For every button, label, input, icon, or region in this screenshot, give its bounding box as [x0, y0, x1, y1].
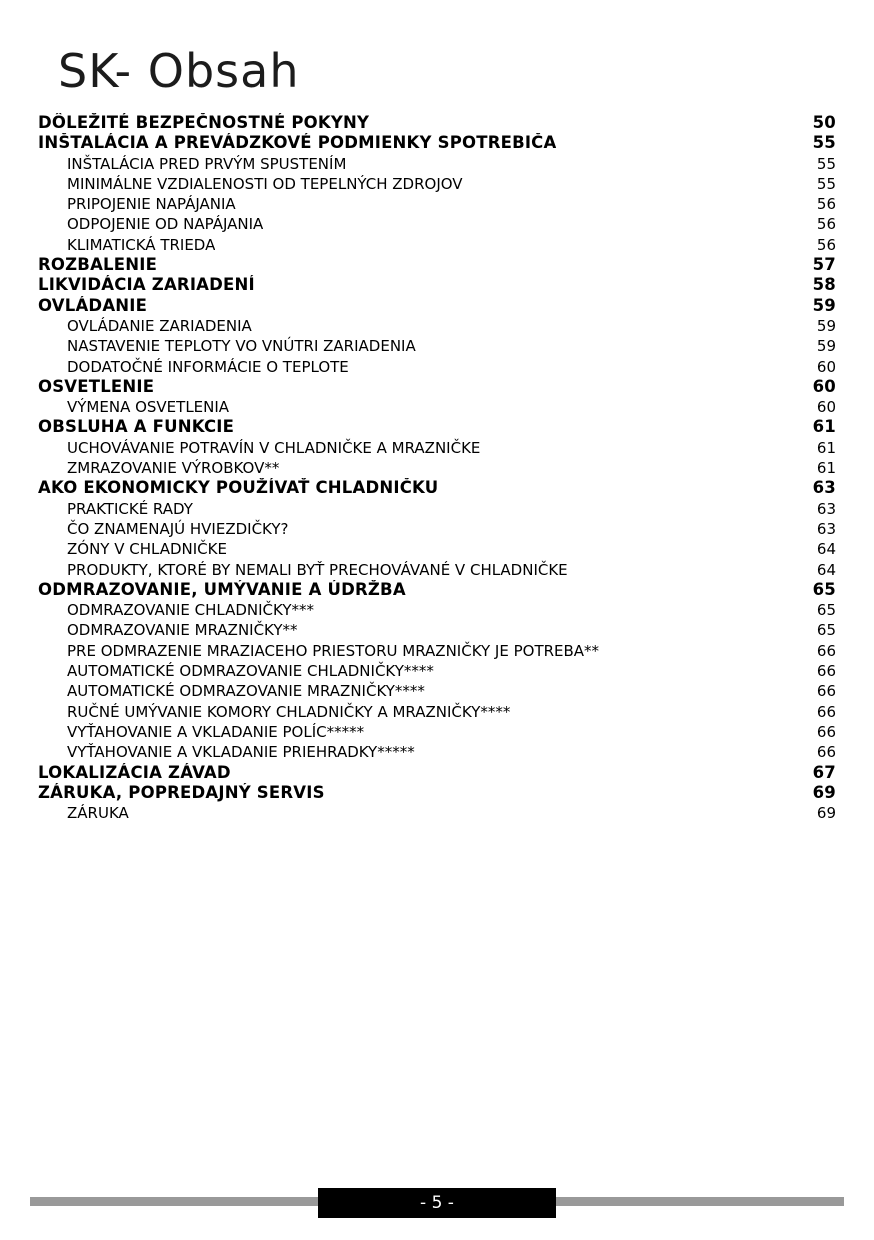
toc-row: [38, 600, 836, 620]
toc-entry-page: 55: [816, 174, 836, 193]
toc-entry-label: ZÁRUKA: [67, 804, 129, 823]
toc-entry-label: OVLÁDANIE: [38, 295, 148, 315]
toc-row: [38, 417, 836, 437]
toc-row: [38, 336, 836, 356]
toc-entry-page: 61: [812, 417, 836, 437]
toc-row: [38, 174, 836, 194]
toc-row: [38, 377, 836, 397]
toc-row: [38, 681, 836, 701]
toc-entry-label: INŠTALÁCIA PRED PRVÝM SPUSTENÍM: [67, 154, 347, 173]
toc-entry-label: ODMRAZOVANIE CHLADNIČKY***: [67, 601, 314, 620]
toc-row: [38, 214, 836, 234]
toc-row: [38, 275, 836, 295]
toc-entry-page: 66: [816, 682, 836, 701]
toc-row: [38, 539, 836, 559]
toc-row: [38, 235, 836, 255]
toc-entry-page: 61: [816, 459, 836, 478]
toc-row: [38, 742, 836, 762]
toc-row: [38, 560, 836, 580]
toc-entry-label: KLIMATICKÁ TRIEDA: [67, 235, 216, 254]
toc-row: [38, 357, 836, 377]
toc-entry-label: ZÓNY V CHLADNIČKE: [67, 540, 227, 559]
toc-entry-label: PRAKTICKÉ RADY: [67, 499, 193, 518]
toc-row: [38, 722, 836, 742]
toc-entry-label: PRIPOJENIE NAPÁJANIA: [67, 195, 236, 214]
toc-row: [38, 478, 836, 498]
toc-row: [38, 661, 836, 681]
toc-row: [38, 763, 836, 783]
toc-entry-label: INŠTALÁCIA A PREVÁDZKOVÉ PODMIENKY SPOTREBIČA: [38, 133, 557, 153]
toc-entry-page: 56: [816, 235, 836, 254]
toc-entry-page: 66: [816, 641, 836, 660]
toc-entry-page: 67: [812, 762, 836, 782]
toc-row: [38, 133, 836, 153]
toc-entry-label: ODMRAZOVANIE MRAZNIČKY**: [67, 621, 298, 640]
toc-entry-label: LIKVIDÁCIA ZARIADENÍ: [38, 275, 255, 295]
toc-entry-page: 63: [816, 519, 836, 538]
toc-row: [38, 620, 836, 640]
toc-entry-label: RUČNÉ UMÝVANIE KOMORY CHLADNIČKY A MRAZNIČKY****: [67, 702, 511, 721]
toc-row: [38, 641, 836, 661]
page-title: SK- Obsah: [58, 44, 300, 98]
toc-entry-page: 50: [812, 113, 836, 132]
toc-entry-label: VYŤAHOVANIE A VKLADANIE PRIEHRADKY*****: [67, 743, 415, 762]
toc-row: [38, 519, 836, 539]
toc-entry-page: 60: [816, 357, 836, 376]
toc-row: [38, 154, 836, 174]
toc-entry-label: OSVETLENIE: [38, 376, 155, 396]
toc-entry-page: 63: [812, 478, 836, 498]
toc-entry-page: 60: [812, 376, 836, 396]
toc-entry-label: AUTOMATICKÉ ODMRAZOVANIE MRAZNIČKY****: [67, 682, 425, 701]
toc-entry-label: ODMRAZOVANIE, UMÝVANIE A ÚDRŽBA: [38, 579, 406, 599]
toc-entry-label: AUTOMATICKÉ ODMRAZOVANIE CHLADNIČKY****: [67, 662, 434, 681]
toc-entry-page: 65: [816, 601, 836, 620]
toc-row: [38, 397, 836, 417]
toc-entry-page: 55: [816, 154, 836, 173]
toc-row: [38, 702, 836, 722]
toc-entry-page: 64: [816, 560, 836, 579]
toc-row: [38, 316, 836, 336]
toc-entry-page: 56: [816, 215, 836, 234]
toc-row: [38, 113, 836, 133]
toc-entry-page: 61: [816, 438, 836, 457]
toc-row: [38, 458, 836, 478]
toc-entry-page: 65: [816, 621, 836, 640]
toc-entry-label: ODPOJENIE OD NAPÁJANIA: [67, 215, 264, 234]
toc-entry-page: 65: [812, 579, 836, 599]
toc-row: [38, 580, 836, 600]
toc-row: [38, 194, 836, 214]
toc-entry-page: 66: [816, 662, 836, 681]
toc-row: [38, 296, 836, 316]
toc-row: [38, 438, 836, 458]
toc-entry-label: VÝMENA OSVETLENIA: [67, 398, 230, 417]
toc-list: [38, 113, 836, 823]
toc-entry-label: VYŤAHOVANIE A VKLADANIE POLÍC*****: [67, 722, 365, 741]
toc-entry-label: DÔLEŽITÉ BEZPEČNOSTNÉ POKYNY: [38, 113, 370, 132]
toc-entry-page: 60: [816, 398, 836, 417]
toc-entry-page: 66: [816, 743, 836, 762]
toc-entry-page: 69: [816, 804, 836, 823]
toc-entry-page: 59: [816, 337, 836, 356]
toc-row: [38, 255, 836, 275]
toc-entry-page: 63: [816, 499, 836, 518]
toc-entry-page: 55: [812, 133, 836, 153]
toc-entry-label: OVLÁDANIE ZARIADENIA: [67, 316, 252, 335]
footer-page-number: - 5 -: [318, 1188, 556, 1218]
toc-entry-label: MINIMÁLNE VZDIALENOSTI OD TEPELNÝCH ZDROJOV: [67, 174, 463, 193]
toc-row: [38, 499, 836, 519]
toc-entry-page: 59: [812, 295, 836, 315]
toc-entry-label: ZMRAZOVANIE VÝROBKOV**: [67, 459, 280, 478]
toc-entry-page: 59: [816, 316, 836, 335]
toc-row: [38, 803, 836, 823]
toc-entry-label: NASTAVENIE TEPLOTY VO VNÚTRI ZARIADENIA: [67, 337, 416, 356]
toc-entry-label: OBSLUHA A FUNKCIE: [38, 417, 235, 437]
toc-entry-page: 57: [812, 255, 836, 275]
toc-entry-page: 66: [816, 702, 836, 721]
toc-entry-label: PRE ODMRAZENIE MRAZIACEHO PRIESTORU MRAZNIČKY JE POTREBA**: [67, 641, 600, 660]
toc-entry-page: 58: [812, 275, 836, 295]
toc-entry-page: 64: [816, 540, 836, 559]
toc-entry-label: ROZBALENIE: [38, 255, 158, 275]
toc-entry-label: AKO EKONOMICKY POUŽÍVAŤ CHLADNIČKU: [38, 478, 439, 498]
toc-row: [38, 783, 836, 803]
toc-entry-label: LOKALIZÁCIA ZÁVAD: [38, 762, 231, 782]
toc-entry-label: DODATOČNÉ INFORMÁCIE O TEPLOTE: [67, 357, 349, 376]
toc-entry-label: UCHOVÁVANIE POTRAVÍN V CHLADNIČKE A MRAZNIČKE: [67, 438, 481, 457]
toc-entry-page: 66: [816, 722, 836, 741]
toc-entry-label: PRODUKTY, KTORÉ BY NEMALI BYŤ PRECHOVÁVANÉ V CHLADNIČKE: [67, 560, 568, 579]
toc-entry-label: ČO ZNAMENAJÚ HVIEZDIČKY?: [67, 519, 289, 538]
toc-entry-page: 56: [816, 195, 836, 214]
toc-entry-page: 69: [812, 782, 836, 802]
toc-entry-label: ZÁRUKA, POPREDAJNÝ SERVIS: [38, 782, 325, 802]
